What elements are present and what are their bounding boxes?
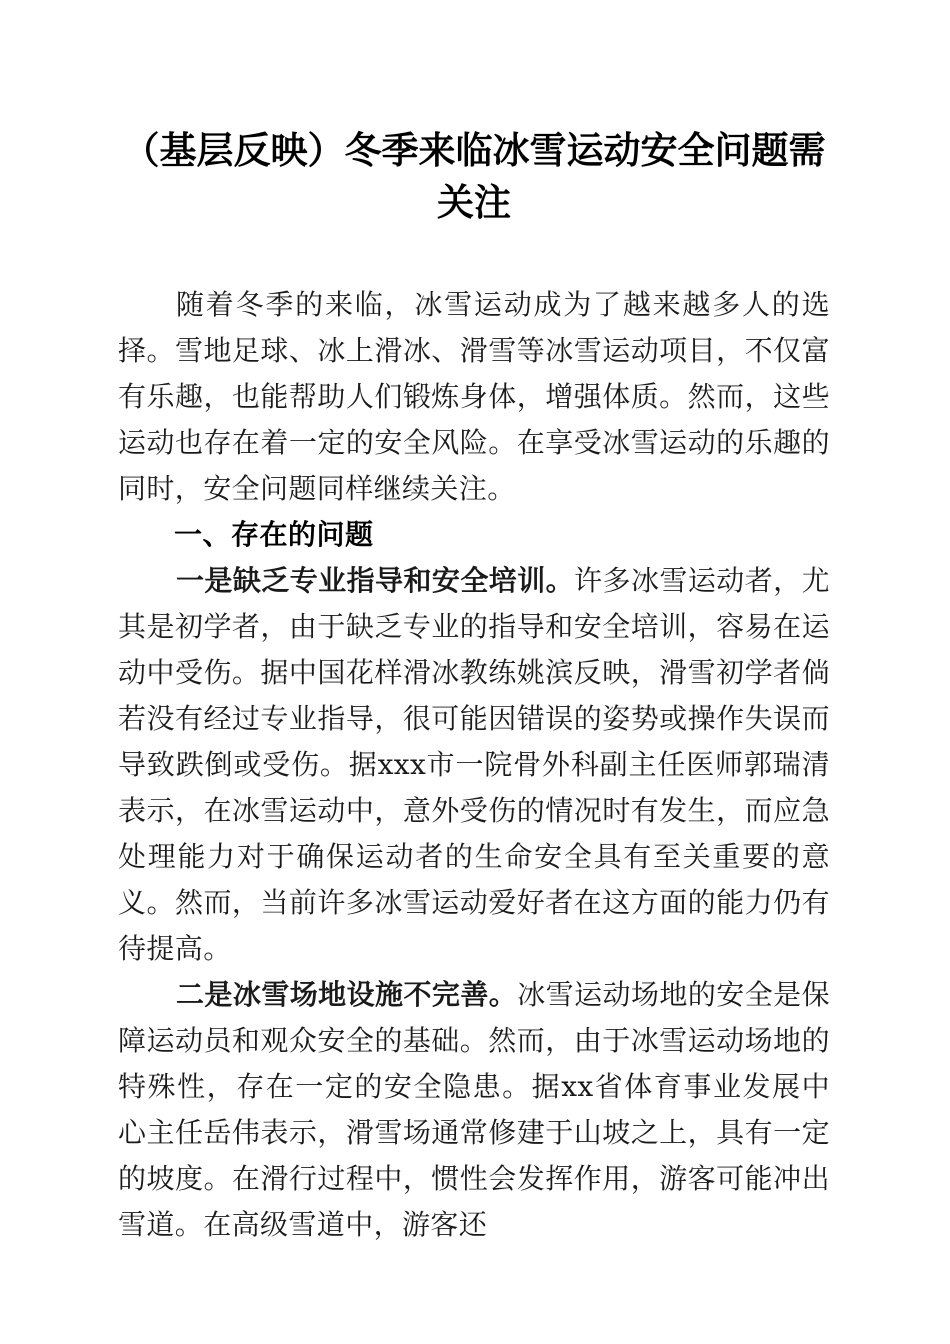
paragraph-point-one xyxy=(118,558,830,972)
point-two-lead: 二是冰雪场地设施不完善。 xyxy=(176,978,518,1011)
paragraph-point-two xyxy=(118,972,830,1248)
document-body xyxy=(118,0,830,1248)
title-body-spacer xyxy=(118,228,830,282)
point-two-text: 冰雪运动场地的安全是保障运动员和观众安全的基础。然而，由于冰雪运动场地的特殊性，存在一定的安全隐患。据xx省体育事业发展中心主任岳伟表示，滑雪场通常修建于山坡之上，具有一定的坡度。在滑行过程中，惯性会发挥作用，游客可能冲出雪道。在高级雪道中，游客还 xyxy=(118,978,830,1241)
point-one-text: 许多冰雪运动者，尤其是初学者，由于缺乏专业的指导和安全培训，容易在运动中受伤。据中国花样滑冰教练姚滨反映，滑雪初学者倘若没有经过专业指导，很可能因错误的姿势或操作失误而导致跌倒或受伤。据xxx市一院骨外科副主任医师郭瑞清表示，在冰雪运动中，意外受伤的情况时有发生，而应急处理能力对于确保运动者的生命安全具有至关重要的意义。然而，当前许多冰雪运动爱好者在这方面的能力仍有待提高。 xyxy=(118,564,830,965)
point-one-lead: 一是缺乏专业指导和安全培训。 xyxy=(176,564,575,597)
section-heading-existing-problems: 一、存在的问题 xyxy=(174,518,374,551)
paragraph-intro: 随着冬季的来临，冰雪运动成为了越来越多人的选择。雪地足球、冰上滑冰、滑雪等冰雪运动项目，不仅富有乐趣，也能帮助人们锻炼身体，增强体质。然而，这些运动也存在着一定的安全风险。在享受冰雪运动的乐趣的同时，安全问题同样继续关注。 xyxy=(118,288,830,505)
page-title: （基层反映）冬季来临冰雪运动安全问题需关注 xyxy=(122,128,826,224)
